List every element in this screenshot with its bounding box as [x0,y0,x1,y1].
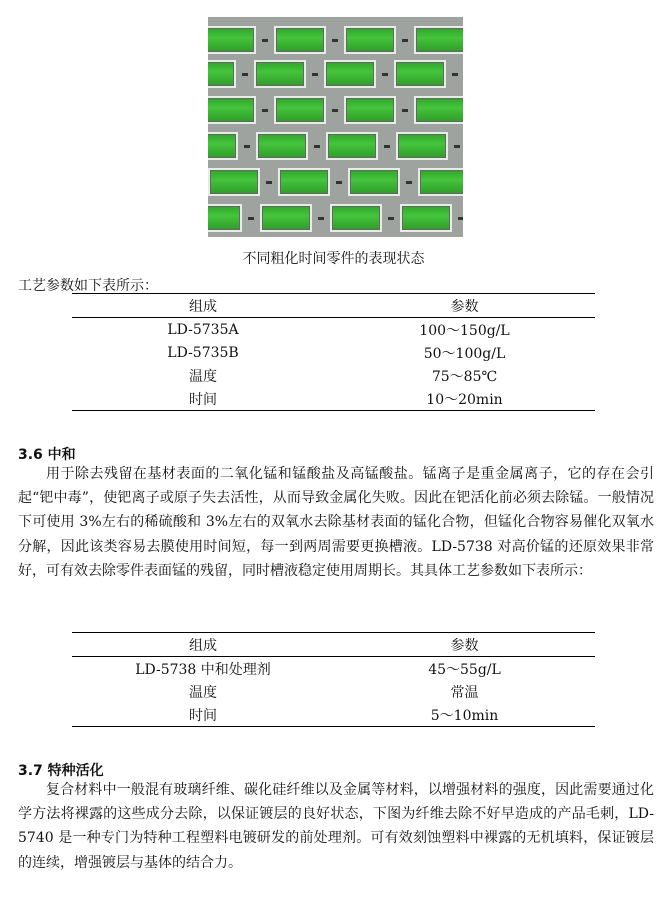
table-header-cell: 组成 [72,633,334,657]
table-header-cell: 参数 [334,294,595,318]
section-heading-3-7: 3.7 特种活化 [18,763,104,779]
table-cell: 温度 [189,684,217,701]
process-params-table-2 [72,632,595,727]
section-paragraph-3-7: 复合材料中一般混有玻璃纤维、碳化硅纤维以及金属等材料，以增强材料的强度，因此需要通过化学方法将裸露的这些成分去除，以保证镀层的良好状态，下图为纤维去除不好早造成的产品毛刺，LD-5740 是一种专门为特种工程塑料电镀研发的前处理剂。可有效刻蚀塑料中裸露的无机填料，保证镀层的连续，增强镀层与基体的结合力。 [18,782,654,871]
section-paragraph-3-6: 用于除去残留在基材表面的二氧化锰和锰酸盐及高锰酸盐。锰离子是重金属离子，它的存在会引起“钯中毒”，使钯离子或原子失去活性，从而导致金属化失败。因此在钯活化前必须去除锰。一般情况下可使用 3%左右的稀硫酸和 3%左右的双氧水去除基材表面的锰化合物，但锰化合物容易催化双氧水分解，因此该类容易去膜使用时间短，每一到两周需要更换槽液。LD-5738 对高价锰的还原效果非常好，可有效去除零件表面锰的残留，同时槽液稳定使用周期长。其具体工艺参数如下表所示： [18,466,654,579]
table-cell: LD-5735B [167,344,239,361]
table-cell: 时间 [72,703,334,727]
table-row [72,364,595,387]
process-params-table-1 [72,293,595,411]
table-cell: 温度 [189,368,217,385]
table-cell: 时间 [72,387,334,411]
table-header-cell: 参数 [334,633,595,657]
table-row [72,703,595,727]
table-header-row [72,294,595,318]
figure-caption: 不同粗化时间零件的表现状态 [242,251,425,267]
table-cell: 50～100g/L [423,345,506,362]
table-cell: 10～20min [334,387,595,411]
intro-text: 工艺参数如下表所示： [18,278,158,294]
table-cell: 75～85℃ [431,368,498,385]
table-cell: 5～10min [334,703,595,727]
table-cell: 常温 [450,684,479,701]
section-heading-3-6: 3.6 中和 [18,447,76,463]
table-cell: 45～55g/L [428,661,501,678]
table-cell: LD-5735A [167,321,239,338]
table-header-cell: 组成 [72,294,334,318]
parts-photo [208,17,463,237]
table-cell: 100～150g/L [419,322,510,339]
table-row [72,341,595,364]
table-cell: LD-5738 中和处理剂 [135,661,271,678]
table-row [72,680,595,703]
table-header-row [72,633,595,657]
table-row [72,387,595,411]
table-row [72,657,595,681]
table-row [72,318,595,342]
